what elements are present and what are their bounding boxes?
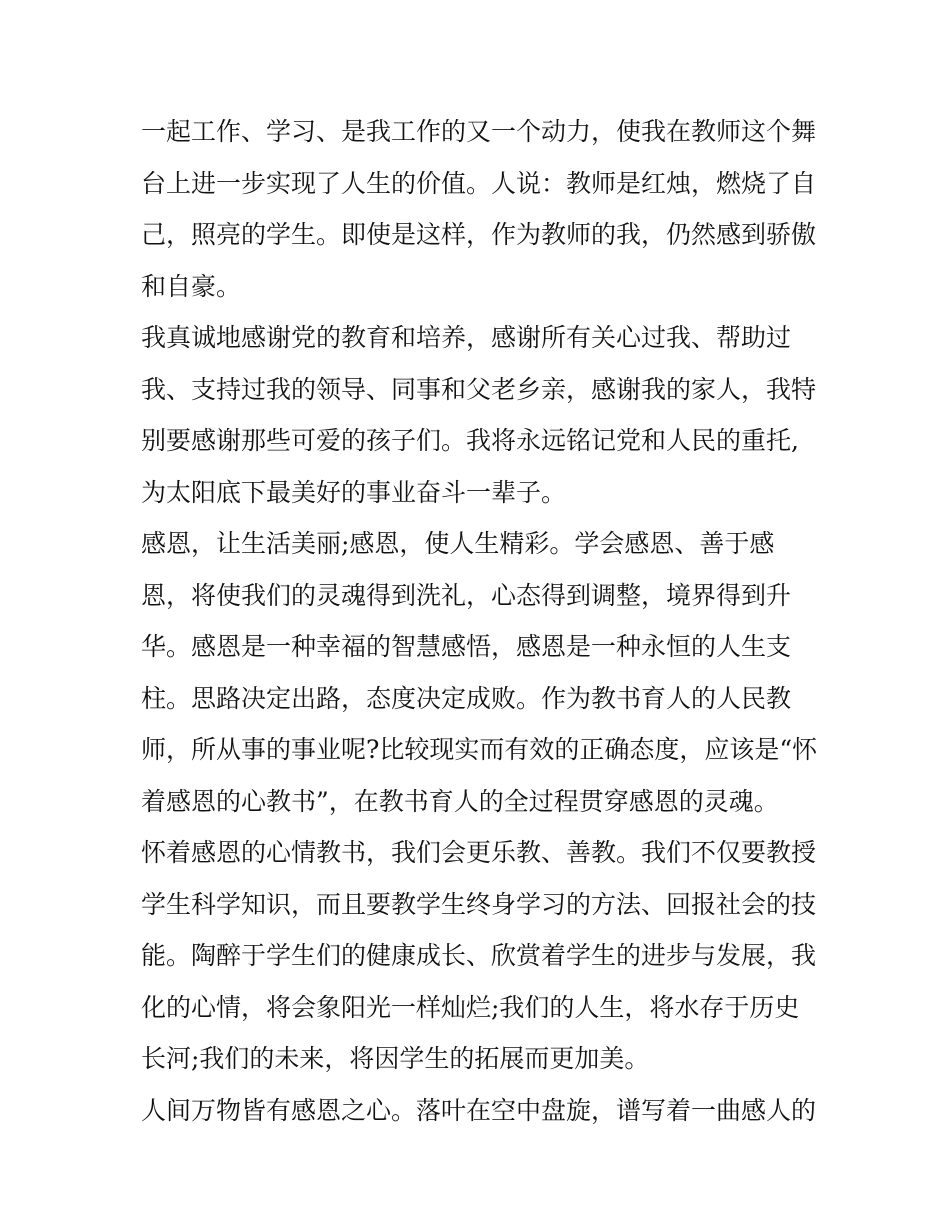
text-line: 长河;我们的未来，将因学生的拓展而更加美。 <box>141 1044 650 1073</box>
text-line: 柱。思路决定出路，态度决定成败。作为教书育人的人民教 <box>141 683 792 713</box>
text-line: 我、支持过我的领导、同事和父老乡亲，感谢我的家人，我特 <box>141 374 817 404</box>
text-line: 台上进一步实现了人生的价值。人说：教师是红烛，燃烧了自 <box>141 168 817 198</box>
text-line: 着感恩的心教书”，在教书育人的全过程贯穿感恩的灵魂。 <box>141 786 779 816</box>
text-line: 化的心情，将会象阳光一样灿烂;我们的人生，将水存于历史 <box>141 992 800 1022</box>
text-line: 别要感谢那些可爱的孩子们。我将永远铭记党和人民的重托, <box>141 426 799 455</box>
text-line: 师，所从事的事业呢?比较现实而有效的正确态度，应该是“怀 <box>141 735 818 764</box>
text-line: 感恩，让生活美丽;感恩，使人生精彩。学会感恩、善于感 <box>141 529 775 558</box>
text-line: 人间万物皆有感恩之心。落叶在空中盘旋，谱写着一曲感人的 <box>141 1095 817 1125</box>
text-line: 怀着感恩的心情教书，我们会更乐教、善教。我们不仅要教授 <box>141 838 817 867</box>
text-line: 己，照亮的学生。即使是这样，作为教师的我，仍然感到骄傲 <box>141 220 817 249</box>
body-text <box>141 106 831 1136</box>
text-line: 一起工作、学习、是我工作的又一个动力，使我在教师这个舞 <box>141 117 817 146</box>
text-line: 能。陶醉于学生们的健康成长、欣赏着学生的进步与发展，我 <box>141 941 817 970</box>
text-line: 我真诚地感谢党的教育和培养，感谢所有关心过我、帮助过 <box>141 323 792 352</box>
text-line: 学生科学知识，而且要教学生终身学习的方法、回报社会的技 <box>141 889 817 919</box>
text-line: 华。感恩是一种幸福的智慧感悟，感恩是一种永恒的人生支 <box>141 632 792 661</box>
text-line: 恩，将使我们的灵魂得到洗礼，心态得到调整，境界得到升 <box>141 580 792 610</box>
text-line: 为太阳底下最美好的事业奋斗一辈子。 <box>141 477 567 507</box>
text-line: 和自豪。 <box>141 271 242 301</box>
